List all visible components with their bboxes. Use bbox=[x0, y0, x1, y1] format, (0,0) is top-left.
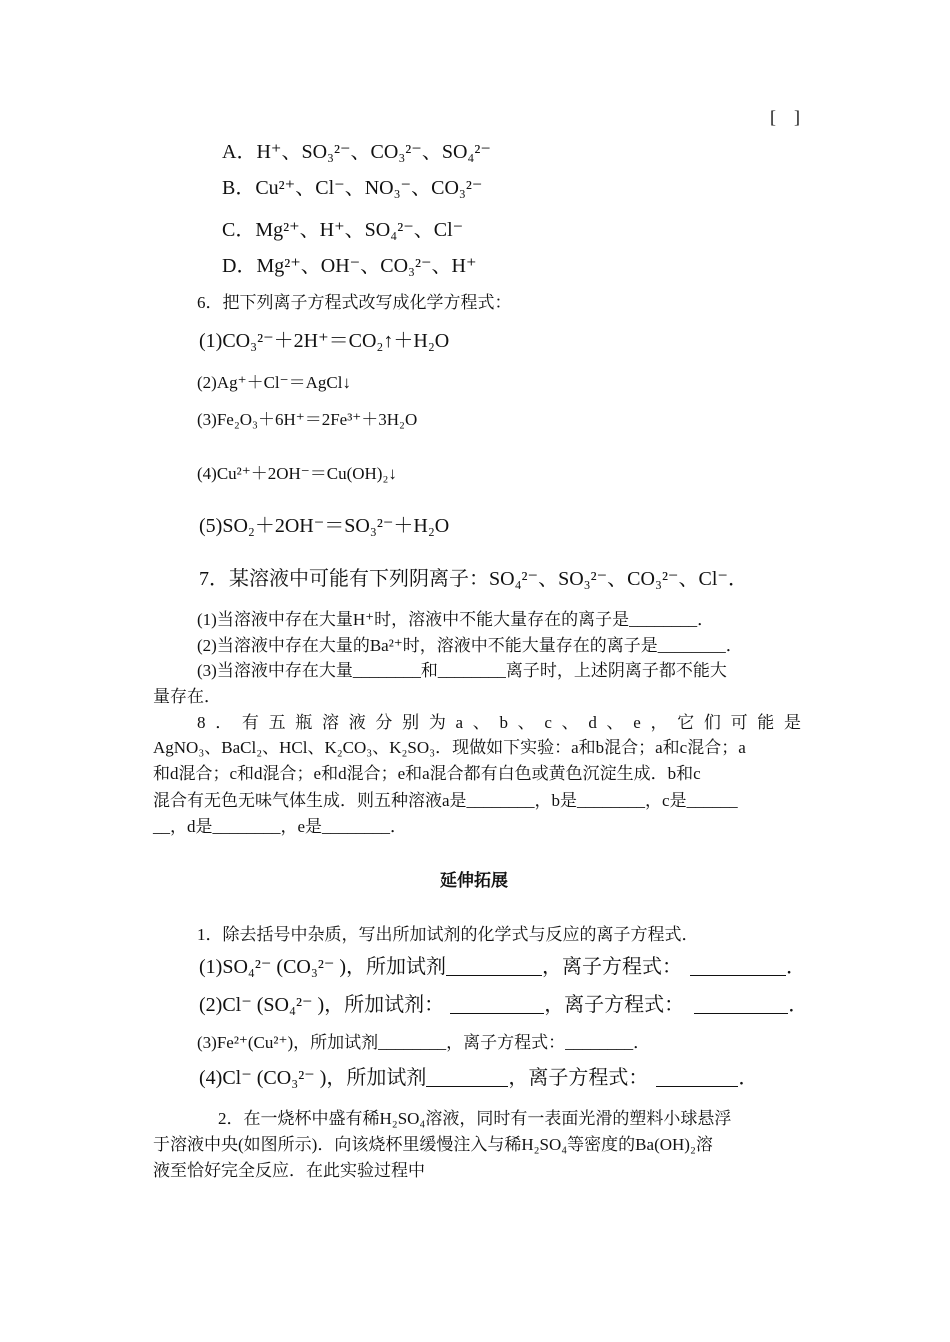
ext1-item-4-end: ． bbox=[738, 1067, 759, 1089]
ext1-item-3: (3)Fe²⁺(Cu²⁺)，所加试剂________，离子方程式：________． bbox=[197, 1033, 651, 1052]
ext1-item-4-text: (4)Cl⁻ (CO₃²⁻ )，所加试剂 bbox=[199, 1067, 427, 1089]
q8-line-1: 8．有五瓶溶液分别为a、b、c、d、e，它们可能是 bbox=[197, 713, 801, 732]
q6-item-3: (3)Fe₂O₃＋6H⁺＝2Fe³⁺＋3H₂O bbox=[197, 410, 418, 429]
ext1-item-2-text: (2)Cl⁻ (SO₄²⁻ )，所加试剂： bbox=[199, 994, 445, 1016]
q6-item-1: (1)CO₃²⁻＋2H⁺＝CO₂↑＋H₂O bbox=[199, 330, 450, 352]
option-a-content: H⁺、SO₃²⁻、CO₃²⁻、SO₄²⁻ bbox=[256, 141, 491, 163]
ext1-item-1-blank-equation[interactable] bbox=[690, 957, 786, 976]
option-c-content: Mg²⁺、H⁺、SO₄²⁻、Cl⁻ bbox=[255, 219, 464, 241]
ext1-item-4-mid: ，离子方程式： bbox=[508, 1067, 649, 1089]
q7-line-2: (2)当溶液中存在大量的Ba²⁺时，溶液中不能大量存在的离子是________． bbox=[197, 636, 743, 655]
ext2-line-3: 液至恰好完全反应．在此实验过程中 bbox=[153, 1161, 425, 1180]
ext1-item-2 bbox=[199, 995, 808, 1015]
option-a-label: A． bbox=[222, 141, 257, 163]
ext1-item-2-blank-equation[interactable] bbox=[694, 995, 788, 1014]
q7-line-1: (1)当溶液中存在大量H⁺时，溶液中不能大量存在的离子是________． bbox=[197, 610, 715, 629]
ext2-line-1: 2．在一烧杯中盛有稀H₂SO₄溶液，同时有一表面光滑的塑料小球悬浮 bbox=[218, 1109, 732, 1128]
ext1-item-4-blank-equation[interactable] bbox=[656, 1068, 738, 1087]
ext1-item-1-mid: ，离子方程式： bbox=[542, 956, 683, 978]
q6-stem: 6．把下列离子方程式改写成化学方程式： bbox=[197, 293, 512, 312]
answer-bracket: [ ] bbox=[770, 107, 800, 127]
q8-line-4: 混合有无色无味气体生成．则五种溶液a是________，b是________，c是______ bbox=[153, 791, 738, 810]
ext1-item-1-text: (1)SO₄²⁻ (CO₃²⁻ )，所加试剂 bbox=[199, 956, 447, 978]
ext1-item-1-blank-reagent[interactable] bbox=[446, 957, 542, 976]
ext1-item-4 bbox=[199, 1068, 758, 1088]
option-b-content: Cu²⁺、Cl⁻、NO₃⁻、CO₃²⁻ bbox=[255, 177, 483, 199]
ext1-item-2-mid: ，离子方程式： bbox=[544, 994, 685, 1016]
option-a bbox=[222, 142, 491, 162]
q8-line-5: __，d是________，e是________． bbox=[153, 817, 408, 836]
q6-item-2: (2)Ag⁺＋Cl⁻＝AgCl↓ bbox=[197, 373, 351, 392]
option-b bbox=[222, 178, 482, 198]
ext1-item-1 bbox=[199, 957, 806, 977]
ext1-item-2-blank-reagent[interactable] bbox=[450, 995, 544, 1014]
ext1-item-4-blank-reagent[interactable] bbox=[426, 1068, 508, 1087]
q6-item-5: (5)SO₂＋2OH⁻＝SO₃²⁻＋H₂O bbox=[199, 515, 450, 537]
q8-line-2: AgNO₃、BaCl₂、HCl、K₂CO₃、K₂SO₃．现做如下实验：a和b混合；a和c混合；a bbox=[153, 738, 746, 757]
q6-item-4: (4)Cu²⁺＋2OH⁻＝Cu(OH)₂↓ bbox=[197, 464, 397, 483]
ext1-stem: 1．除去括号中杂质，写出所加试剂的化学式与反应的离子方程式． bbox=[197, 925, 699, 944]
option-d-content: Mg²⁺、OH⁻、CO₃²⁻、H⁺ bbox=[256, 255, 477, 277]
option-c bbox=[222, 220, 463, 240]
q7-stem: 7．某溶液中可能有下列阴离子：SO₄²⁻、SO₃²⁻、CO₃²⁻、Cl⁻． bbox=[199, 568, 748, 590]
option-d bbox=[222, 256, 477, 276]
ext1-item-2-end: ． bbox=[788, 994, 809, 1016]
q8-line-3: 和d混合；c和d混合；e和d混合；e和a混合都有白色或黄色沉淀生成．b和c bbox=[153, 764, 701, 783]
q7-line-3: (3)当溶液中存在大量________和________离子时，上述阴离子都不能大 bbox=[197, 661, 727, 680]
ext1-item-1-end: ． bbox=[786, 956, 807, 978]
option-c-label: C． bbox=[222, 219, 256, 241]
option-b-label: B． bbox=[222, 177, 256, 199]
ext2-line-2: 于溶液中央(如图所示)．向该烧杯里缓慢注入与稀H₂SO₄等密度的Ba(OH)₂溶 bbox=[153, 1135, 713, 1154]
q7-line-4: 量存在． bbox=[153, 687, 221, 706]
option-d-label: D． bbox=[222, 255, 257, 277]
section-title: 延伸拓展 bbox=[440, 871, 508, 891]
